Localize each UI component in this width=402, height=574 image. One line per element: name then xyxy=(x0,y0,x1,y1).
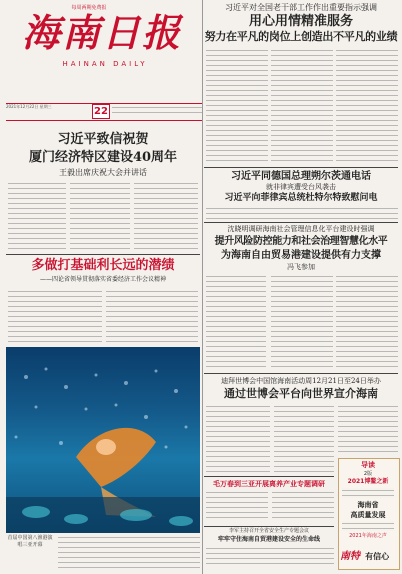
sidebar-brand xyxy=(340,544,396,564)
photo-caption-body xyxy=(58,535,200,569)
mid-story-subhead-2: 习近平向菲律宾总统杜特尔特致慰问电 xyxy=(224,193,378,203)
expo-story-body-col2 xyxy=(274,404,334,474)
photo-caption: 首届中国第八渔港演唱三亚开幕 xyxy=(7,535,53,548)
bottom-left-body-col1 xyxy=(206,490,268,522)
issue-day-badge: 22 xyxy=(92,104,110,119)
page-column-divider xyxy=(202,0,203,574)
fti-story-headline-1: 提升风险防控能力和社会治理智慧化水平 xyxy=(214,236,388,247)
bottom-right-body xyxy=(206,546,334,568)
sidebar-brand-prefix: 南特 xyxy=(340,551,360,562)
bottom-left-body-col2 xyxy=(272,490,334,522)
masthead-info-lines xyxy=(112,105,202,117)
left-story-headline-1: 习近平致信祝贺 xyxy=(57,132,149,147)
bottom-right-rule xyxy=(204,526,334,527)
masthead-slogan: 每周两期免费报 xyxy=(71,5,107,11)
sidebar-item1-line1: 2版 xyxy=(363,471,373,477)
masthead-pinyin: HAINAN DAILY xyxy=(62,60,148,68)
left-story-subhead: 王毅出席庆祝大会并讲话 xyxy=(59,168,147,177)
sidebar-item1-line2: 2021博鳌之新 xyxy=(347,478,389,485)
top-story-kicker: 习近平对全国老干部工作作出重要指示强调 xyxy=(225,3,377,12)
expo-story-headline: 通过世博会平台向世界宣介海南 xyxy=(224,387,378,400)
bottom-left-rule xyxy=(204,476,334,477)
sidebar-item2-line2: 高质量发展 xyxy=(350,510,386,519)
aquarium-scene xyxy=(6,347,200,533)
mid-story-body xyxy=(206,206,398,220)
masthead-date-line: 2021年12月22日 星期三 xyxy=(6,104,52,109)
sidebar-brand-text: 有信心 xyxy=(365,551,390,561)
sidebar-item2-line1: 海南省 xyxy=(357,500,379,509)
feature-story-body-col1 xyxy=(8,289,102,344)
fti-story-body-col3 xyxy=(336,274,398,370)
top-story-body-col2 xyxy=(271,48,333,164)
left-story-headline-2: 厦门经济特区建设40周年 xyxy=(28,150,178,165)
bottom-left-headline: 毛万春到三亚开展离养产业专题调研 xyxy=(213,479,325,488)
mid-story-subhead-1: 就非律宾遭受台风袭击 xyxy=(266,183,336,191)
top-story-headline-2: 努力在平凡的岗位上创造出不平凡的业绩 xyxy=(204,30,398,43)
bottom-right-headline: 牢牢守住海南自贸港建设安全的生命线 xyxy=(217,536,320,543)
fti-story-byline: 冯飞参加 xyxy=(287,263,315,271)
feature-story-rule xyxy=(6,254,200,255)
fti-story-body-col2 xyxy=(271,274,333,370)
top-story-body-col1 xyxy=(206,48,268,164)
bottom-right-kicker: 李军主持召开全省安全生产专题会议 xyxy=(228,528,309,534)
masthead-rule-bottom xyxy=(6,120,202,121)
fti-story-body-col1 xyxy=(206,274,266,370)
sidebar-item1-body xyxy=(342,488,394,498)
expo-story-body-col1 xyxy=(206,404,270,474)
sidebar-item3: 2021年海南之声 xyxy=(349,533,387,539)
feature-story-body-col2 xyxy=(106,289,198,344)
fti-story-kicker: 沈晓明调研海南社会管理信息化平台建设时强调 xyxy=(227,225,375,233)
mid-story-rule xyxy=(204,167,398,168)
newspaper-logo: 海南日报 xyxy=(21,10,182,55)
left-story-body-col1 xyxy=(8,181,66,250)
mid-story-headline: 习近平同德国总理朔尔茨通电话 xyxy=(231,171,371,182)
expo-story-rule xyxy=(204,373,398,374)
fti-story-headline-2: 为海南自由贸易港建设提供有力支撑 xyxy=(221,250,381,261)
top-story-headline-1: 用心用情精准服务 xyxy=(248,14,353,29)
expo-story-body-col3 xyxy=(338,404,398,454)
sidebar-guide-title: 导读 xyxy=(361,460,375,469)
left-story-body-col2 xyxy=(70,181,130,250)
top-story-body-col3 xyxy=(336,48,398,164)
aquarium-photo xyxy=(6,347,200,533)
expo-story-kicker: 迪拜世博会中国馆海南活动周12月21日至24日举办 xyxy=(221,377,381,385)
feature-story-subhead: ——四论省领导贯彻落实省委经济工作会议精神 xyxy=(39,276,166,283)
left-story-body-col3 xyxy=(134,181,198,250)
fti-story-rule xyxy=(204,222,398,223)
feature-story-headline: 多做打基础利长远的潜绩 xyxy=(31,258,175,273)
sidebar-item2-body xyxy=(342,521,394,531)
